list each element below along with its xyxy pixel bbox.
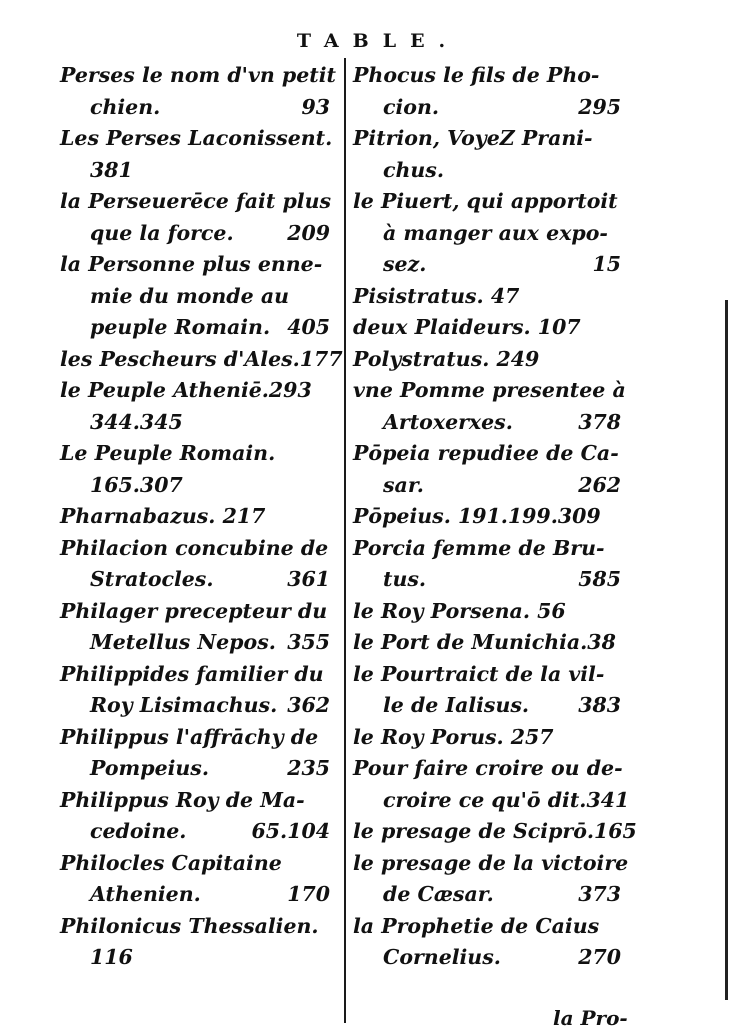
entry-text: Cornelius. bbox=[383, 945, 501, 969]
entry-line: les Pescheurs d'Ales.177 bbox=[60, 346, 343, 371]
entry-line: Pisistratus. 47 bbox=[353, 283, 520, 308]
entry-continuation bbox=[353, 407, 621, 439]
page-number: 295 bbox=[578, 94, 621, 119]
entry-text: Metellus Nepos. bbox=[90, 630, 276, 654]
page-number: 270 bbox=[578, 945, 621, 969]
entry-line: la Personne plus enne- bbox=[60, 252, 323, 276]
entry-continuation bbox=[353, 249, 621, 281]
index-entry bbox=[60, 501, 330, 533]
entry-line: Phocus le fils de Pho- bbox=[353, 63, 600, 87]
index-entry bbox=[60, 249, 330, 344]
index-entry bbox=[60, 123, 333, 186]
entry-text: sar. bbox=[383, 472, 424, 497]
entry-line: Philonicus Thessalien. bbox=[60, 913, 319, 938]
entry-line: Pour faire croire ou de- bbox=[353, 756, 623, 780]
entry-text: cion. bbox=[383, 94, 439, 119]
entry-line: Pharnabazus. 217 bbox=[60, 504, 266, 528]
entry-continuation: 165.307 bbox=[90, 472, 183, 497]
entry-line: Les Perses Laconissent. bbox=[60, 126, 333, 150]
entry-text: Roy Lisimachus. bbox=[90, 693, 278, 717]
page-number: 15 bbox=[592, 252, 621, 276]
page-number: 362 bbox=[287, 693, 330, 717]
page-number: 361 bbox=[287, 567, 330, 591]
index-entry bbox=[353, 848, 629, 911]
index-entry bbox=[60, 722, 330, 785]
entry-continuation bbox=[353, 785, 630, 817]
entry-continuation bbox=[353, 942, 621, 974]
entry-continuation bbox=[353, 92, 621, 124]
index-entry bbox=[353, 312, 621, 344]
index-entry bbox=[60, 659, 330, 722]
entry-line: Philacion concubine de bbox=[60, 535, 329, 560]
left-column bbox=[60, 60, 343, 974]
page-number: 65.104 bbox=[251, 819, 330, 843]
entry-line: Pōpeia repudiee de Ca- bbox=[353, 441, 619, 465]
index-entry bbox=[353, 186, 621, 281]
page-number: 93 bbox=[301, 94, 330, 119]
entry-text: Artoxerxes. bbox=[383, 409, 513, 434]
entry-line: deux Plaideurs. 107 bbox=[353, 315, 581, 339]
entry-line: le Pourtraict de la vil- bbox=[353, 661, 605, 686]
entry-line: Polystratus. 249 bbox=[353, 346, 540, 371]
catchword: la Pro- bbox=[553, 1006, 628, 1030]
entry-line: le Piuert, qui apportoit bbox=[353, 189, 618, 213]
entry-continuation bbox=[60, 753, 330, 785]
entry-text: peuple Romain. bbox=[90, 315, 271, 339]
page-number: 235 bbox=[287, 756, 330, 780]
index-entry bbox=[60, 785, 330, 848]
entry-line: à manger aux expo- bbox=[383, 220, 608, 245]
entry-continuation bbox=[60, 218, 330, 250]
entry-continuation: 116 bbox=[90, 945, 133, 969]
index-entry bbox=[60, 596, 330, 659]
entry-text: Pompeius. bbox=[90, 756, 209, 780]
page-number: 373 bbox=[578, 882, 621, 906]
page-number: 170 bbox=[287, 882, 330, 906]
page-number: 355 bbox=[287, 630, 330, 654]
entry-continuation bbox=[353, 879, 621, 911]
page-number: 383 bbox=[578, 693, 621, 717]
entry-line: Le Peuple Romain. bbox=[60, 441, 276, 465]
index-entry bbox=[353, 627, 621, 659]
entry-continuation bbox=[60, 627, 330, 659]
index-entry bbox=[60, 375, 330, 438]
right-column bbox=[353, 60, 637, 974]
entry-text: que la force. bbox=[90, 220, 234, 245]
index-entry bbox=[353, 60, 621, 123]
index-entry bbox=[353, 596, 621, 628]
index-entry bbox=[353, 501, 621, 533]
entry-continuation bbox=[60, 816, 330, 848]
entry-line: le Roy Porsena. 56 bbox=[353, 598, 566, 623]
entry-line: le presage de la victoire bbox=[353, 850, 629, 875]
index-entry bbox=[353, 753, 630, 816]
entry-text: chien. bbox=[90, 94, 161, 119]
entry-continuation: chus. bbox=[383, 157, 444, 182]
index-entry bbox=[353, 438, 621, 501]
entry-continuation: 344.345 bbox=[90, 409, 183, 434]
entry-line: Perses le nom d'vn petit bbox=[60, 63, 337, 87]
index-entry bbox=[60, 186, 330, 249]
entry-continuation bbox=[60, 879, 330, 911]
index-entry bbox=[353, 344, 621, 376]
entry-text: tus. bbox=[383, 567, 427, 591]
entry-line: vne Pomme presentee à bbox=[353, 378, 626, 402]
page-number: 262 bbox=[578, 472, 621, 497]
entry-line: Philager precepteur du bbox=[60, 598, 328, 623]
entry-text: Stratocles. bbox=[90, 567, 214, 591]
index-entry bbox=[353, 533, 621, 596]
entry-text: cedoine. bbox=[90, 819, 187, 843]
index-entry bbox=[353, 659, 621, 722]
page-edge-shadow bbox=[725, 300, 728, 1000]
entry-line: le presage de Sciprō.165 bbox=[353, 819, 637, 843]
index-entry bbox=[353, 375, 626, 438]
entry-continuation: 381 bbox=[90, 157, 133, 182]
entry-line: Porcia femme de Bru- bbox=[353, 535, 605, 560]
column-divider bbox=[344, 58, 346, 1023]
index-entry bbox=[60, 438, 330, 501]
index-entry bbox=[60, 848, 330, 911]
entry-text: croire ce qu'ō dit. bbox=[383, 787, 587, 812]
entry-line: Philocles Capitaine bbox=[60, 850, 282, 875]
index-entry bbox=[60, 533, 330, 596]
index-entry bbox=[60, 344, 343, 376]
index-entry bbox=[353, 123, 621, 186]
index-entry bbox=[353, 722, 621, 754]
entry-continuation bbox=[60, 690, 330, 722]
entry-continuation bbox=[60, 564, 330, 596]
entry-line: Philippus Roy de Ma- bbox=[60, 787, 305, 812]
entry-line: Philippus l'affrāchy de bbox=[60, 724, 319, 749]
entry-line: la Perseuerēce fait plus bbox=[60, 189, 332, 213]
index-entry bbox=[353, 281, 621, 313]
entry-line: Philippides familier du bbox=[60, 661, 324, 686]
entry-line: le Peuple Atheniē.293 bbox=[60, 378, 312, 402]
entry-text: Athenien. bbox=[90, 882, 201, 906]
page-number: 341 bbox=[586, 787, 630, 812]
entry-continuation bbox=[353, 690, 621, 722]
entry-text: sez. bbox=[383, 252, 427, 276]
entry-continuation bbox=[353, 470, 621, 502]
page-number: 378 bbox=[578, 409, 621, 434]
entry-line: le Roy Porus. 257 bbox=[353, 724, 554, 749]
index-entry bbox=[60, 60, 337, 123]
entry-text: de Cæsar. bbox=[383, 882, 494, 906]
entry-line: la Prophetie de Caius bbox=[353, 913, 600, 938]
page-number: 405 bbox=[287, 315, 330, 339]
entry-line: mie du monde au bbox=[90, 283, 290, 308]
index-entry bbox=[353, 911, 621, 974]
entry-line: le Port de Munichia.38 bbox=[353, 630, 616, 654]
entry-continuation bbox=[353, 564, 621, 596]
entry-text: le de Ialisus. bbox=[383, 693, 530, 717]
entry-line: Pōpeius. 191.199.309 bbox=[353, 504, 601, 528]
page-header: TABLE. bbox=[296, 30, 460, 52]
entry-line: Pitrion, VoyeZ Prani- bbox=[353, 126, 593, 150]
index-entry bbox=[60, 911, 330, 974]
index-entry bbox=[353, 816, 637, 848]
page-number: 585 bbox=[578, 567, 621, 591]
page-number: 209 bbox=[287, 220, 330, 245]
entry-continuation bbox=[60, 312, 330, 344]
entry-continuation bbox=[60, 92, 330, 124]
